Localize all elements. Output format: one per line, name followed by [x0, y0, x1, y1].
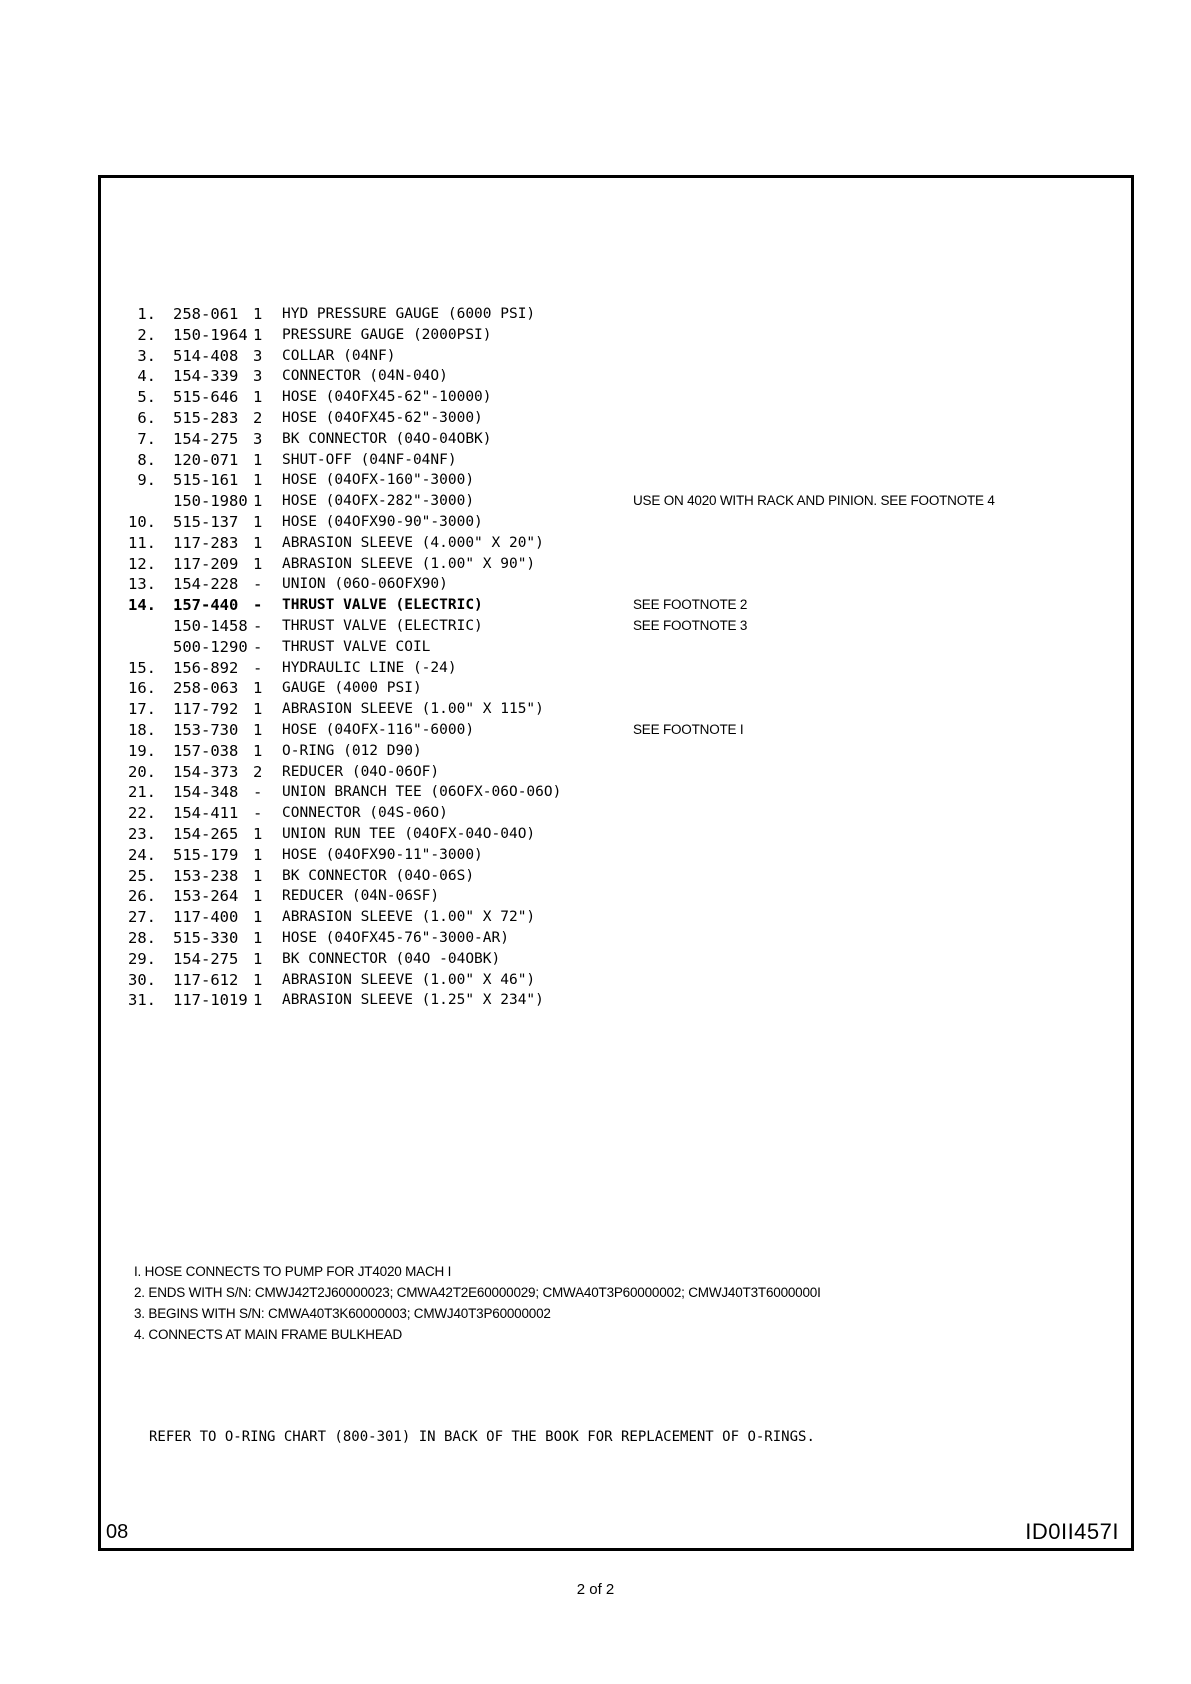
item-number: 1.: [137, 305, 156, 323]
quantity: 3: [253, 429, 263, 448]
item-number: 19.: [128, 741, 156, 760]
remark: SEE FOOTNOTE 3: [633, 617, 748, 633]
description: HYDRAULIC LINE (-24): [282, 659, 457, 676]
quantity: -: [253, 804, 263, 823]
part-number: 258-061: [173, 305, 239, 323]
item-number: 15.: [128, 658, 156, 677]
item-number: 10.: [128, 512, 156, 531]
description: REDUCER (04N-06SF): [282, 888, 440, 905]
part-number: 515-161: [173, 471, 239, 490]
quantity: 1: [253, 991, 263, 1010]
part-number: 117-1019: [173, 991, 248, 1010]
item-number: 17.: [128, 700, 156, 719]
quantity: 1: [253, 533, 263, 552]
item-number: 4.: [137, 367, 156, 386]
description: HOSE (04OFX90-11"-3000): [282, 846, 483, 863]
part-number: 150-1980: [173, 492, 248, 511]
description: BK CONNECTOR (04O -04OBK): [282, 950, 501, 967]
item-number: 8.: [137, 450, 156, 469]
description: HOSE (04OFX-160"-3000): [282, 472, 475, 489]
item-number: 9.: [137, 471, 156, 490]
part-number: 154-275: [173, 949, 239, 968]
item-number: 28.: [128, 928, 156, 947]
footnotes: [134, 1261, 821, 1345]
description: GAUGE (4000 PSI): [282, 680, 422, 697]
item-number: 18.: [128, 720, 156, 739]
description: CONNECTOR (04N-04O): [282, 368, 448, 385]
quantity: 2: [253, 408, 263, 427]
quantity: 1: [253, 512, 263, 531]
page-code: 08: [106, 1521, 129, 1543]
quantity: -: [253, 575, 263, 594]
item-number: 21.: [128, 783, 156, 802]
item-number: 29.: [128, 949, 156, 968]
description: ABRASION SLEEVE (1.00" X 115"): [282, 701, 544, 718]
quantity: 1: [253, 949, 263, 968]
description: BK CONNECTOR (04O-04OBK): [282, 430, 492, 447]
quantity: 1: [253, 928, 263, 947]
quantity: 1: [253, 471, 263, 490]
quantity: 1: [253, 679, 263, 698]
description: HOSE (04OFX90-90"-3000): [282, 513, 483, 530]
footnote: 4. CONNECTS AT MAIN FRAME BULKHEAD: [134, 1327, 402, 1342]
quantity: 3: [253, 367, 263, 386]
item-number: 11.: [128, 533, 156, 552]
part-number: 117-612: [173, 970, 239, 989]
item-number: 13.: [128, 575, 156, 594]
item-number: 23.: [128, 824, 156, 843]
quantity: -: [253, 637, 263, 656]
remark: SEE FOOTNOTE 2: [633, 597, 748, 613]
part-number: 157-440: [173, 596, 239, 615]
part-number: 154-339: [173, 367, 239, 386]
quantity: -: [253, 658, 263, 677]
item-number: 31.: [128, 991, 156, 1010]
remark: USE ON 4020 WITH RACK AND PINION. SEE FOOTNOTE 4: [633, 493, 995, 509]
part-number: 515-179: [173, 845, 239, 864]
description: HOSE (04OFX45-62"-3000): [282, 409, 483, 426]
description: BK CONNECTOR (04O-06S): [282, 867, 475, 884]
part-number: 120-071: [173, 450, 239, 469]
item-number: 16.: [128, 679, 156, 698]
part-number: 154-228: [173, 575, 239, 594]
item-number: 2.: [137, 325, 156, 344]
description: HOSE (04OFX45-62"-10000): [282, 389, 492, 406]
description: HOSE (04OFX-282"-3000): [282, 493, 475, 510]
description: COLLAR (04NF): [282, 347, 396, 364]
part-number: 154-348: [173, 783, 239, 802]
part-number: 153-264: [173, 887, 239, 906]
quantity: 1: [253, 554, 263, 573]
quantity: 1: [253, 741, 263, 760]
quantity: -: [253, 596, 263, 615]
quantity: 1: [253, 700, 263, 719]
part-number: 150-1458: [173, 616, 248, 635]
document-id: ID0II457I: [1025, 1519, 1119, 1544]
part-number: 153-238: [173, 866, 239, 885]
description: THRUST VALVE (ELECTRIC): [282, 617, 483, 634]
part-number: 117-283: [173, 533, 239, 552]
part-number: 258-063: [173, 679, 239, 698]
part-number: 153-730: [173, 720, 239, 739]
part-number: 514-408: [173, 346, 239, 365]
part-number: 150-1964: [173, 325, 248, 344]
description: REDUCER (04O-06OF): [282, 763, 440, 780]
footnote: 2. ENDS WITH S/N: CMWJ42T2J60000023; CMWA42T2E60000029; CMWA40T3P60000002; CMWJ40T3T6000000I: [134, 1285, 821, 1300]
part-number: 515-283: [173, 408, 239, 427]
item-number: 30.: [128, 970, 156, 989]
item-number: 24.: [128, 845, 156, 864]
quantity: 1: [253, 908, 263, 927]
quantity: -: [253, 783, 263, 802]
quantity: 1: [253, 866, 263, 885]
page-number: 2 of 2: [576, 1581, 615, 1598]
o-ring-reference-note: REFER TO O-RING CHART (800-301) IN BACK OF THE BOOK FOR REPLACEMENT OF O-RINGS.: [149, 1429, 815, 1445]
part-number: 117-792: [173, 700, 239, 719]
quantity: 3: [253, 346, 263, 365]
part-number: 117-209: [173, 554, 239, 573]
item-number: 7.: [137, 429, 156, 448]
description: ABRASION SLEEVE (1.00" X 46"): [282, 971, 536, 988]
description: SHUT-OFF (04NF-04NF): [282, 451, 457, 468]
description: THRUST VALVE (ELECTRIC): [282, 597, 483, 614]
description: ABRASION SLEEVE (1.25" X 234"): [282, 992, 544, 1009]
description: HYD PRESSURE GAUGE (6000 PSI): [282, 306, 536, 322]
quantity: 1: [253, 305, 263, 323]
part-number: 154-373: [173, 762, 239, 781]
description: ABRASION SLEEVE (4.000" X 20"): [282, 534, 544, 551]
item-number: 22.: [128, 804, 156, 823]
item-number: 14.: [128, 596, 156, 615]
quantity: 1: [253, 970, 263, 989]
item-number: 26.: [128, 887, 156, 906]
quantity: 1: [253, 824, 263, 843]
part-number: 154-265: [173, 824, 239, 843]
description: O-RING (012 D90): [282, 742, 422, 759]
description: ABRASION SLEEVE (1.00" X 72"): [282, 909, 536, 926]
part-number: 154-411: [173, 804, 239, 823]
description: HOSE (04OFX45-76"-3000-AR): [282, 929, 509, 946]
item-number: 27.: [128, 908, 156, 927]
quantity: -: [253, 616, 263, 635]
part-number: 500-1290: [173, 637, 248, 656]
footnote: 3. BEGINS WITH S/N: CMWA40T3K60000003; CMWJ40T3P60000002: [134, 1306, 551, 1321]
quantity: 1: [253, 845, 263, 864]
item-number: 12.: [128, 554, 156, 573]
quantity: 1: [253, 325, 263, 344]
part-number: 515-330: [173, 928, 239, 947]
item-number: 5.: [137, 388, 156, 407]
item-number: 25.: [128, 866, 156, 885]
description: PRESSURE GAUGE (2000PSI): [282, 326, 492, 343]
quantity: 1: [253, 450, 263, 469]
part-number: 156-892: [173, 658, 239, 677]
description: CONNECTOR (04S-06O): [282, 805, 448, 822]
description: ABRASION SLEEVE (1.00" X 90"): [282, 555, 536, 572]
part-number: 157-038: [173, 741, 239, 760]
description: UNION BRANCH TEE (06OFX-06O-06O): [282, 784, 562, 801]
description: THRUST VALVE COIL: [282, 638, 431, 655]
description: UNION RUN TEE (04OFX-04O-04O): [282, 825, 536, 842]
description: UNION (06O-06OFX90): [282, 576, 448, 593]
item-number: 3.: [137, 346, 156, 365]
quantity: 1: [253, 388, 263, 407]
quantity: 2: [253, 762, 263, 781]
item-number: 6.: [137, 408, 156, 427]
part-number: 515-646: [173, 388, 239, 407]
part-number: 515-137: [173, 512, 239, 531]
footnote: I. HOSE CONNECTS TO PUMP FOR JT4020 MACH I: [134, 1264, 452, 1279]
quantity: 1: [253, 720, 263, 739]
quantity: 1: [253, 492, 263, 511]
quantity: 1: [253, 887, 263, 906]
item-number: 20.: [128, 762, 156, 781]
remark: SEE FOOTNOTE I: [633, 721, 744, 737]
part-number: 117-400: [173, 908, 239, 927]
part-number: 154-275: [173, 429, 239, 448]
description: HOSE (04OFX-116"-6000): [282, 721, 475, 738]
